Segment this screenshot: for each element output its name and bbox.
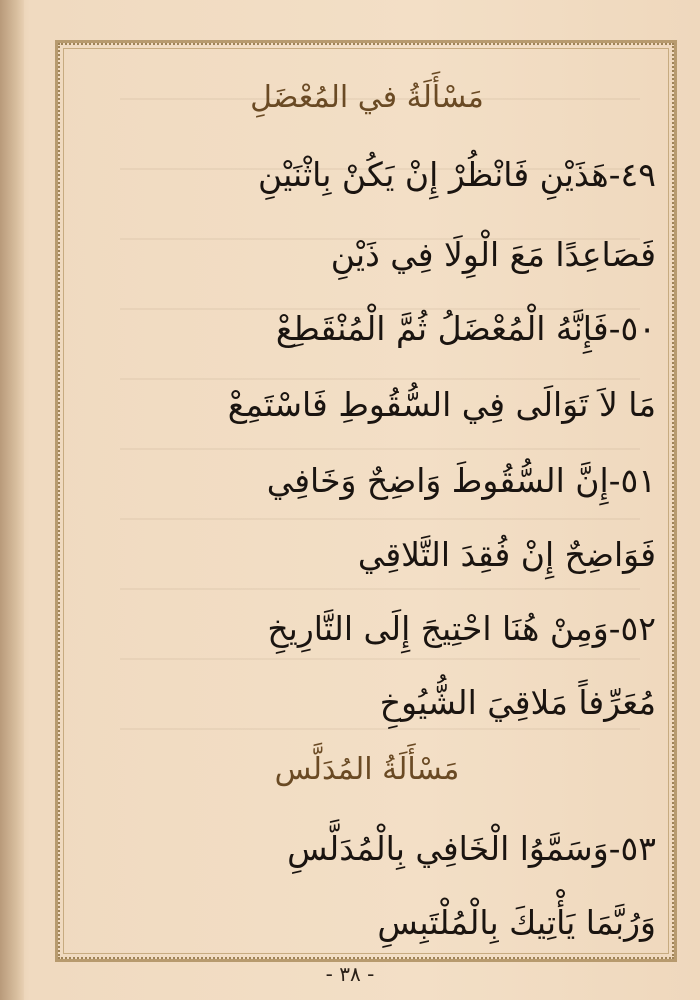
page-number: - ٣٨ - [325, 962, 375, 986]
verse-52-first: ٥٢-وَمِنْ هُنَا احْتِيجَ إِلَى التَّارِيخِ [267, 609, 656, 648]
verse-52-second: مُعَرِّفاً مَلاقِيَ الشُّيُوخِ [379, 683, 656, 722]
verse-51-second: فَوَاضِحٌ إِنْ فُقِدَ التَّلاقِي [357, 535, 656, 574]
book-spine [0, 0, 24, 1000]
verse-49-first: ٤٩-هَذَيْنِ فَانْظُرْ إِنْ يَكُنْ بِاثْنَيْنِ [257, 155, 656, 194]
verse-53-second: وَرُبَّمَا يَأْتِيكَ بِالْمُلْتَبِسِ [377, 903, 656, 942]
verse-49-second: فَصَاعِدًا مَعَ الْوِلَا فِي ذَيْنِ [330, 235, 656, 274]
verse-53-first: ٥٣-وَسَمَّوُا الْخَافِي بِالْمُدَلَّسِ [287, 829, 656, 868]
verse-50-second: مَا لاَ تَوَالَى فِي السُّقُوطِ فَاسْتَمِعْ [227, 385, 656, 424]
verse-51-first: ٥١-إِنَّ السُّقُوطَ وَاضِحٌ وَخَافِي [266, 461, 656, 500]
page-content [78, 52, 656, 942]
verse-50-first: ٥٠-فَإِنَّهُ الْمُعْضَلُ ثُمَّ الْمُنْقَطِعْ [275, 309, 656, 348]
section-title-mudallas: مَسْأَلَةُ المُدَلَّس [274, 752, 460, 787]
section-title-muadal: مَسْأَلَةُ في المُعْضَلِ [250, 80, 484, 115]
